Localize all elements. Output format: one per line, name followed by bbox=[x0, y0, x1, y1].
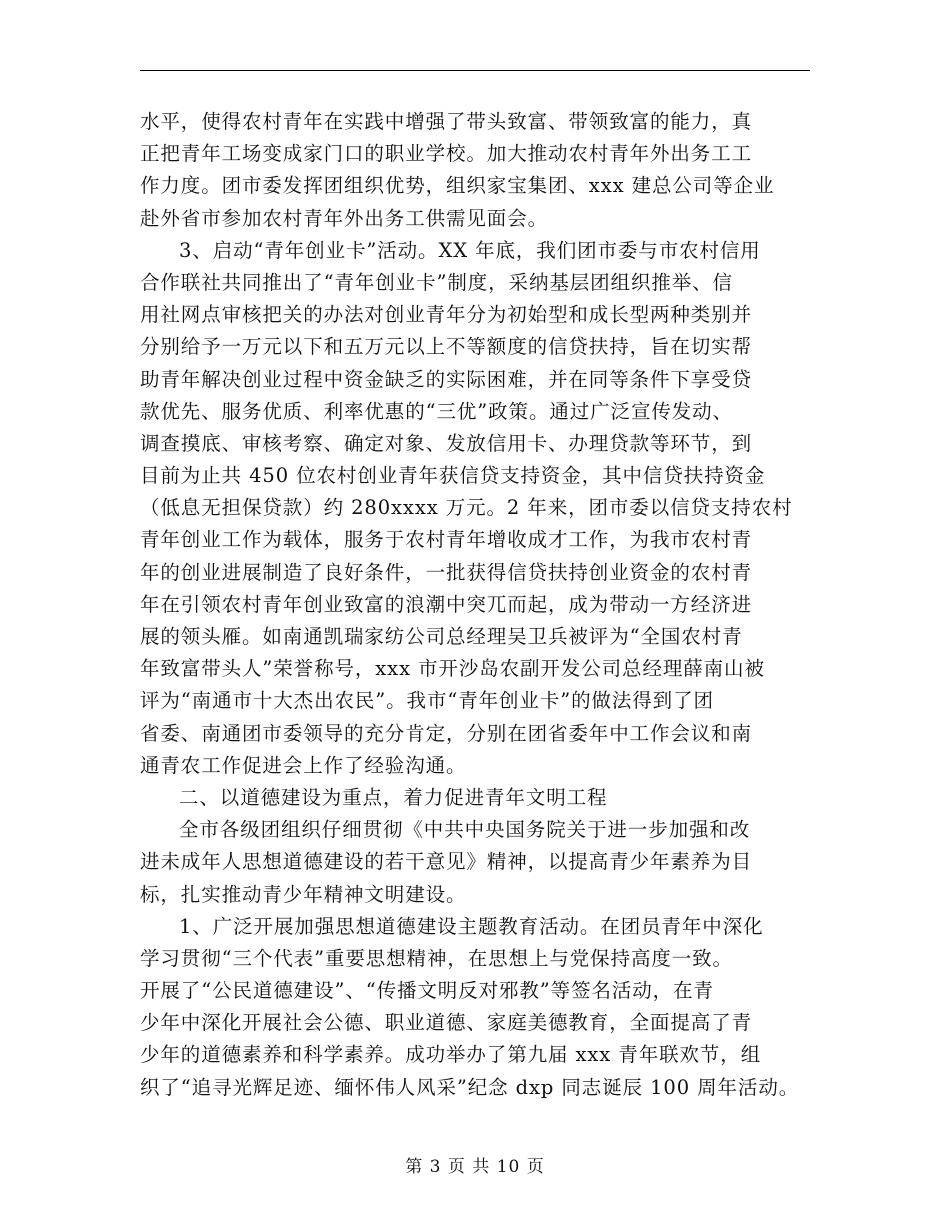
paragraph-start-line: 全市各级团组织仔细贯彻《中共中央国务院关于进一步加强和改 bbox=[179, 818, 751, 842]
paragraph-start-line: 1、广泛开展加强思想道德建设主题教育活动。在团员青年中深化 bbox=[179, 914, 764, 938]
text-line: 正把青年工场变成家门口的职业学校。加大推动农村青年外出务工工 bbox=[140, 142, 753, 166]
document-body bbox=[140, 106, 830, 1104]
text-line: 学习贯彻“三个代表”重要思想精神，在思想上与党保持高度一致。 bbox=[140, 946, 733, 970]
text-line: 开展了“公民道德建设”、“传播文明反对邪教”等签名活动，在青 bbox=[140, 979, 714, 1003]
text-line: 年的创业进展制造了良好条件，一批获得信贷扶持创业资金的农村青 bbox=[140, 560, 753, 584]
text-line: 作力度。团市委发挥团组织优势，组织家宝集团、xxx 建总公司等企业 bbox=[140, 174, 775, 198]
text-line: 展的领头雁。如南通凯瑞家纺公司总经理吴卫兵被评为“全国农村青 bbox=[140, 625, 743, 648]
text-line: 标，扎实推动青少年精神文明建设。 bbox=[140, 882, 467, 906]
text-line: 调查摸底、审核考察、确定对象、发放信用卡、办理贷款等环节，到 bbox=[140, 431, 753, 455]
text-line: 分别给予一万元以下和五万元以上不等额度的信贷扶持，旨在切实帮 bbox=[140, 335, 753, 359]
paragraph-start-line: 3、启动“青年创业卡”活动。XX 年底，我们团市委与市农村信用 bbox=[179, 238, 761, 262]
text-line: 织了“追寻光辉足迹、缅怀伟人风采”纪念 dxp 同志诞辰 100 周年活动。 bbox=[140, 1075, 800, 1099]
text-line: （低息无担保贷款）约 280xxxx 万元。2 年来，团市委以信贷支持农村 bbox=[140, 496, 793, 520]
text-line: 年在引领农村青年创业致富的浪潮中突兀而起，成为带动一方经济进 bbox=[140, 592, 753, 616]
text-line: 少年的道德素养和科学素养。成功举办了第九届 xxx 青年联欢节，组 bbox=[140, 1043, 762, 1067]
text-line: 进未成年人思想道德建设的若干意见》精神，以提高青少年素养为目 bbox=[140, 850, 753, 874]
text-line: 省委、南通团市委领导的充分肯定，分别在团省委年中工作会议和南 bbox=[140, 721, 753, 745]
text-line: 合作联社共同推出了“青年创业卡”制度，采纳基层团组织推举、信 bbox=[140, 270, 733, 294]
text-line: 水平，使得农村青年在实践中增强了带头致富、带领致富的能力，真 bbox=[140, 110, 753, 133]
text-line: 助青年解决创业过程中资金缺乏的实际困难，并在同等条件下享受贷 bbox=[140, 367, 753, 391]
text-line: 用社网点审核把关的办法对创业青年分为初始型和成长型两种类别并 bbox=[140, 303, 753, 327]
text-line: 通青农工作促进会上作了经验沟通。 bbox=[140, 753, 467, 777]
text-line: 年致富带头人”荣誉称号，xxx 市开沙岛农副开发公司总经理薛南山被 bbox=[140, 657, 765, 681]
text-line: 目前为止共 450 位农村创业青年获信贷支持资金，其中信贷扶持资金 bbox=[140, 464, 766, 488]
text-line: 赴外省市参加农村青年外出务工供需见面会。 bbox=[140, 206, 549, 230]
section-heading: 二、以道德建设为重点，着力促进青年文明工程 bbox=[179, 785, 608, 809]
page-number: 第 3 页 共 10 页 bbox=[405, 1157, 545, 1177]
text-line: 少年中深化开展社会公德、职业道德、家庭美德教育，全面提高了青 bbox=[140, 1011, 753, 1035]
text-line: 款优先、服务优质、利率优惠的“三优”政策。通过广泛宣传发动、 bbox=[140, 399, 733, 423]
text-line: 青年创业工作为载体，服务于农村青年增收成才工作，为我市农村青 bbox=[140, 528, 753, 552]
text-line: 评为“南通市十大杰出农民”。我市“青年创业卡”的做法得到了团 bbox=[140, 689, 714, 713]
header-rule bbox=[140, 70, 810, 71]
